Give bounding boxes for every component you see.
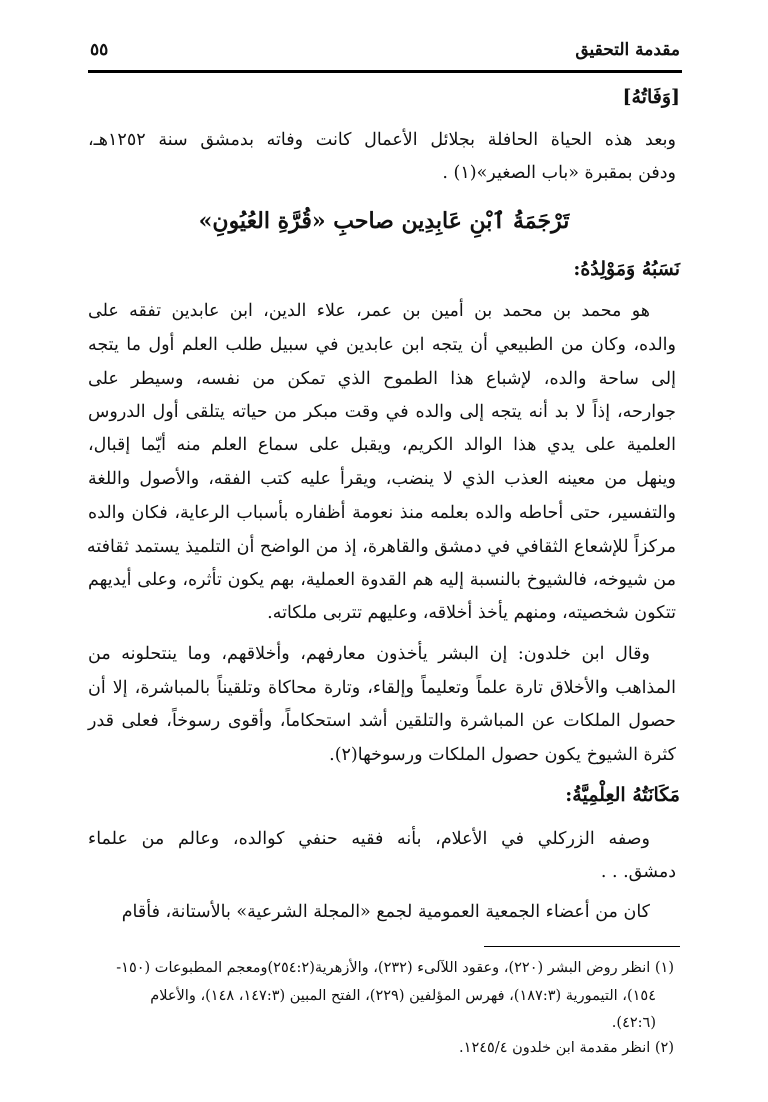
paragraph-line: وينهل من معينه العذب الذي لا ينضب، ويقرأ عليه كتب الفقه، والأصول واللغة — [88, 469, 676, 489]
footnote-line: ١٥٤)، التيمورية (١٨٧:٣)، فهرس المؤلفين (٢٢٩)، الفتح المبين (١٤٧:٣، ١٤٨)، والأعلام — [150, 988, 656, 1004]
paragraph-line: كثرة الشيوخ يكون حصول الملكات ورسوخها(٢). — [329, 745, 676, 765]
paragraph-line: تتكون شخصيته، ومنهم يأخذ أخلاقه، وعليهم تتربى ملكاته. — [267, 603, 676, 623]
page-number: ٥٥ — [90, 40, 109, 60]
running-header — [90, 40, 680, 66]
paragraph-line: وصفه الزركلي في الأعلام، بأنه فقيه حنفي كوالده، وعالم من علماء — [88, 829, 650, 849]
footnote-line: (٢) انظر مقدمة ابن خلدون ١٢٤٥/٤. — [459, 1040, 674, 1056]
paragraph-line: من شيوخه، فالشيوخ بالنسبة إليه هم القدوة العملية، بهم يكون تأثره، وعلى أيديهم — [88, 570, 676, 590]
lineage-heading: نَسَبُهُ وَمَوْلِدُهُ: — [573, 258, 680, 280]
footnote-line: (١) انظر روض البشر (٢٢٠)، وعقود اللآلىء (٢٣٢)، والأزهرية(٢٥٤:٢)ومعجم المطبوعات (١٥٠- — [116, 960, 674, 976]
biography-title: تَرْجَمَةُ ٱبْنِ عَابِدِين صاحبِ «قُرَّةِ العُيُونِ» — [198, 208, 570, 234]
status-heading: مَكَانَتُهُ العِلْمِيَّةُ: — [565, 784, 680, 806]
header-rule — [88, 70, 682, 73]
paragraph-line: ودفن بمقبرة «باب الصغير»(١) . — [442, 163, 676, 183]
footnote-line: (٤٢:٦). — [611, 1015, 656, 1031]
footnote-rule — [484, 946, 680, 947]
paragraph-line: جوارحه، إذاً لا بد أنه يتجه إلى والده في وقت مبكر من حياته يتلقى أول الدروس — [88, 402, 676, 422]
running-header-title: مقدمة التحقيق — [575, 40, 680, 60]
paragraph-line: والتفسير، حتى أحاطه والده بعلمه منذ نعومة أظفاره بأسباب الرعاية، فكان والده — [88, 503, 676, 523]
paragraph-line: العلمية على يدي هذا الوالد الكريم، ويقبل على سماع العلم منه أيّما إقبال، — [88, 435, 676, 455]
paragraph-line: المذاهب والأخلاق تارة علماً وتعليماً وإلقاء، وتارة محاكاة وتلقيناً بالمباشرة، إلا أن — [88, 678, 676, 698]
paragraph-line: كان من أعضاء الجمعية العمومية لجمع «المجلة الشرعية» بالأستانة، فأقام — [121, 902, 650, 922]
paragraph-line: دمشق. . . — [600, 862, 676, 882]
paragraph-line: هو محمد بن محمد بن أمين بن عمر، علاء الدين، ابن عابدين تفقه على — [88, 301, 650, 321]
paragraph-line: والده، وكان من الطبيعي أن يتجه ابن عابدين في سبيل طلب العلم أول ما يتجه — [88, 335, 676, 355]
death-heading: [وَفَاتُهُ] — [622, 86, 680, 108]
paragraph-line: حصول الملكات عن المباشرة والتلقين أشد استحكاماً، وأقوى رسوخاً، فعلى قدر — [88, 711, 676, 731]
paragraph-line: مركزاً للإشعاع الثقافي في دمشق والقاهرة، إذ من الواضح أن التلميذ يستمد ثقافته — [86, 537, 676, 557]
paragraph-line: إلى ساحة والده، لإشباع هذا الطموح الذي تمكن من نفسه، وسيطر على — [88, 369, 676, 389]
paragraph-line: وبعد هذه الحياة الحافلة بجلائل الأعمال كانت وفاته بدمشق سنة ١٢٥٢هـ، — [88, 130, 676, 150]
paragraph-line: وقال ابن خلدون: إن البشر يأخذون معارفهم، وأخلاقهم، وما ينتحلونه من — [88, 644, 650, 664]
